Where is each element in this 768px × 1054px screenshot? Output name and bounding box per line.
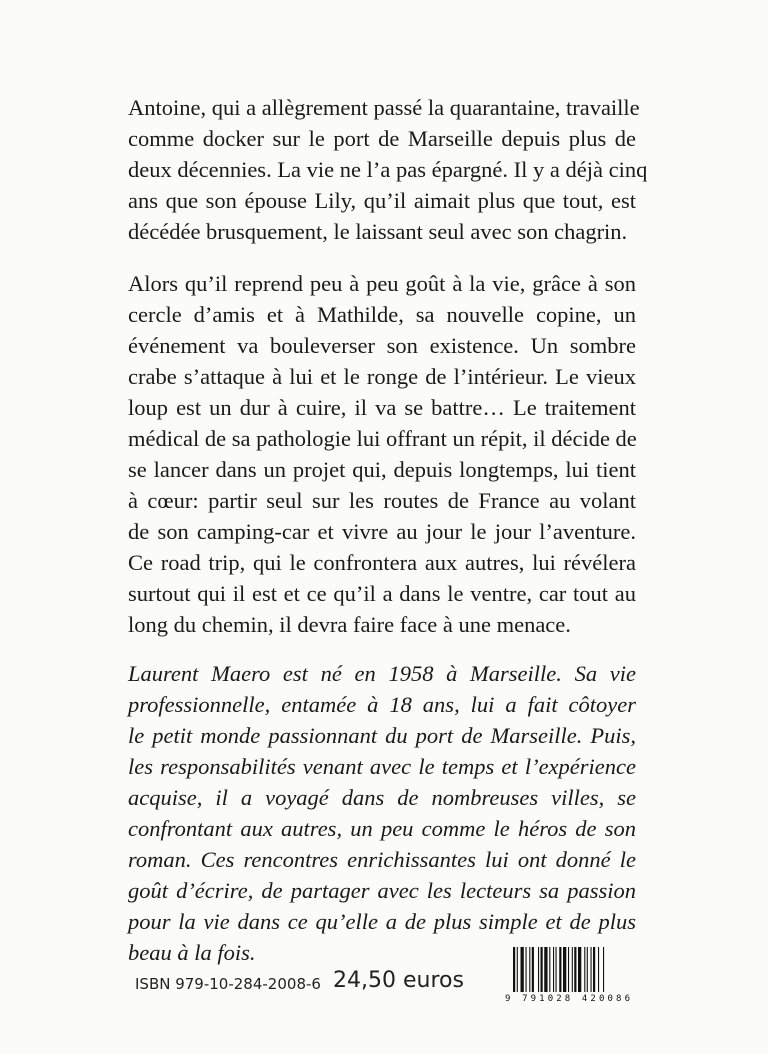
barcode-bar xyxy=(553,947,554,992)
barcode-bar xyxy=(563,947,566,992)
barcode-bar xyxy=(584,947,585,992)
text-line: de son camping-car et vivre au jour le jour l’aventure. xyxy=(128,519,636,544)
text-line: se lancer dans un projet qui, depuis longtemps, lui tient xyxy=(128,457,636,482)
barcode-bar xyxy=(568,947,569,992)
text-line: Alors qu’il reprend peu à peu goût à la vie, grâce à son xyxy=(128,271,636,296)
barcode-bar xyxy=(521,947,524,992)
synopsis-paragraph-1 xyxy=(128,92,648,247)
barcode-bar xyxy=(559,947,561,992)
barcode-bar xyxy=(529,947,530,992)
barcode-bar xyxy=(517,947,518,992)
text-line: à cœur: partir seul sur les routes de France au volant xyxy=(128,488,636,513)
barcode xyxy=(503,947,633,1002)
text-line: le petit monde passionnant du port de Marseille. Puis, xyxy=(128,723,636,748)
barcode-bar xyxy=(544,947,547,992)
barcode-bar xyxy=(603,947,604,992)
barcode-digits: 9 791028 420086 xyxy=(505,994,630,1002)
text-line: les responsabilités venant avec le temps et l’expérience xyxy=(128,754,636,779)
barcode-bar xyxy=(574,947,576,992)
barcode-bar xyxy=(532,947,534,992)
text-line: cercle d’amis et à Mathilde, sa nouvelle copine, un xyxy=(128,302,636,327)
barcode-bar xyxy=(591,947,592,992)
barcode-bar xyxy=(587,947,588,992)
text-line: long du chemin, il devra faire face à une menace. xyxy=(128,612,571,637)
text-line: crabe s’attaque à lui et le ronge de l’intérieur. Le vieux xyxy=(128,364,636,389)
text-line: médical de sa pathologie lui offrant un répit, il décide de xyxy=(128,426,637,451)
text-line: roman. Ces rencontres enrichissantes lui ont donné le xyxy=(128,847,636,872)
barcode-bar xyxy=(598,947,599,992)
text-line: pour la vie dans ce qu’elle a de plus simple et de plus xyxy=(128,909,636,934)
barcode-bar xyxy=(556,947,557,992)
text-line: ans que son épouse Lily, qu’il aimait plus que tout, est xyxy=(128,188,636,213)
synopsis-paragraph-2 xyxy=(128,268,636,640)
text-line: confrontant aux autres, un peu comme le héros de son xyxy=(128,816,636,841)
price: 24,50 euros xyxy=(333,968,464,993)
text-line: Laurent Maero est né en 1958 à Marseille. Sa vie xyxy=(128,661,636,686)
text-line: Antoine, qui a allègrement passé la quarantaine, travaille xyxy=(128,95,640,120)
text-line: événement va bouleverser son existence. Un sombre xyxy=(128,333,636,358)
text-line: acquise, il a voyagé dans de nombreuses villes, se xyxy=(128,785,636,810)
text-line: deux décennies. La vie ne l’a pas épargné. Il y a déjà cinq xyxy=(128,157,648,182)
text-line: professionnelle, entamée à 18 ans, lui a fait côtoyer xyxy=(128,692,636,717)
barcode-bar xyxy=(578,947,581,992)
barcode-bar xyxy=(549,947,550,992)
isbn: ISBN 979-10-284-2008-6 xyxy=(135,975,321,993)
author-bio xyxy=(128,658,636,968)
text-line: comme docker sur le port de Marseille depuis plus de xyxy=(128,126,636,151)
text-line: loup est un dur à cuire, il va se battre… Le traitement xyxy=(128,395,636,420)
barcode-bar xyxy=(541,947,543,992)
barcode-bar xyxy=(572,947,573,992)
barcode-bar xyxy=(513,947,515,992)
barcode-bar xyxy=(593,947,595,992)
barcode-bar xyxy=(526,947,527,992)
text-line: Ce road trip, qui le confrontera aux autres, lui révélera xyxy=(128,550,636,575)
barcode-bar xyxy=(538,947,539,992)
text-line: surtout qui il est et ce qu’il a dans le ventre, car tout au xyxy=(128,581,636,606)
text-line: beau à la fois. xyxy=(128,940,256,965)
text-line: goût d’écrire, de partager avec les lecteurs sa passion xyxy=(128,878,636,903)
text-line: décédée brusquement, le laissant seul avec son chagrin. xyxy=(128,219,628,244)
